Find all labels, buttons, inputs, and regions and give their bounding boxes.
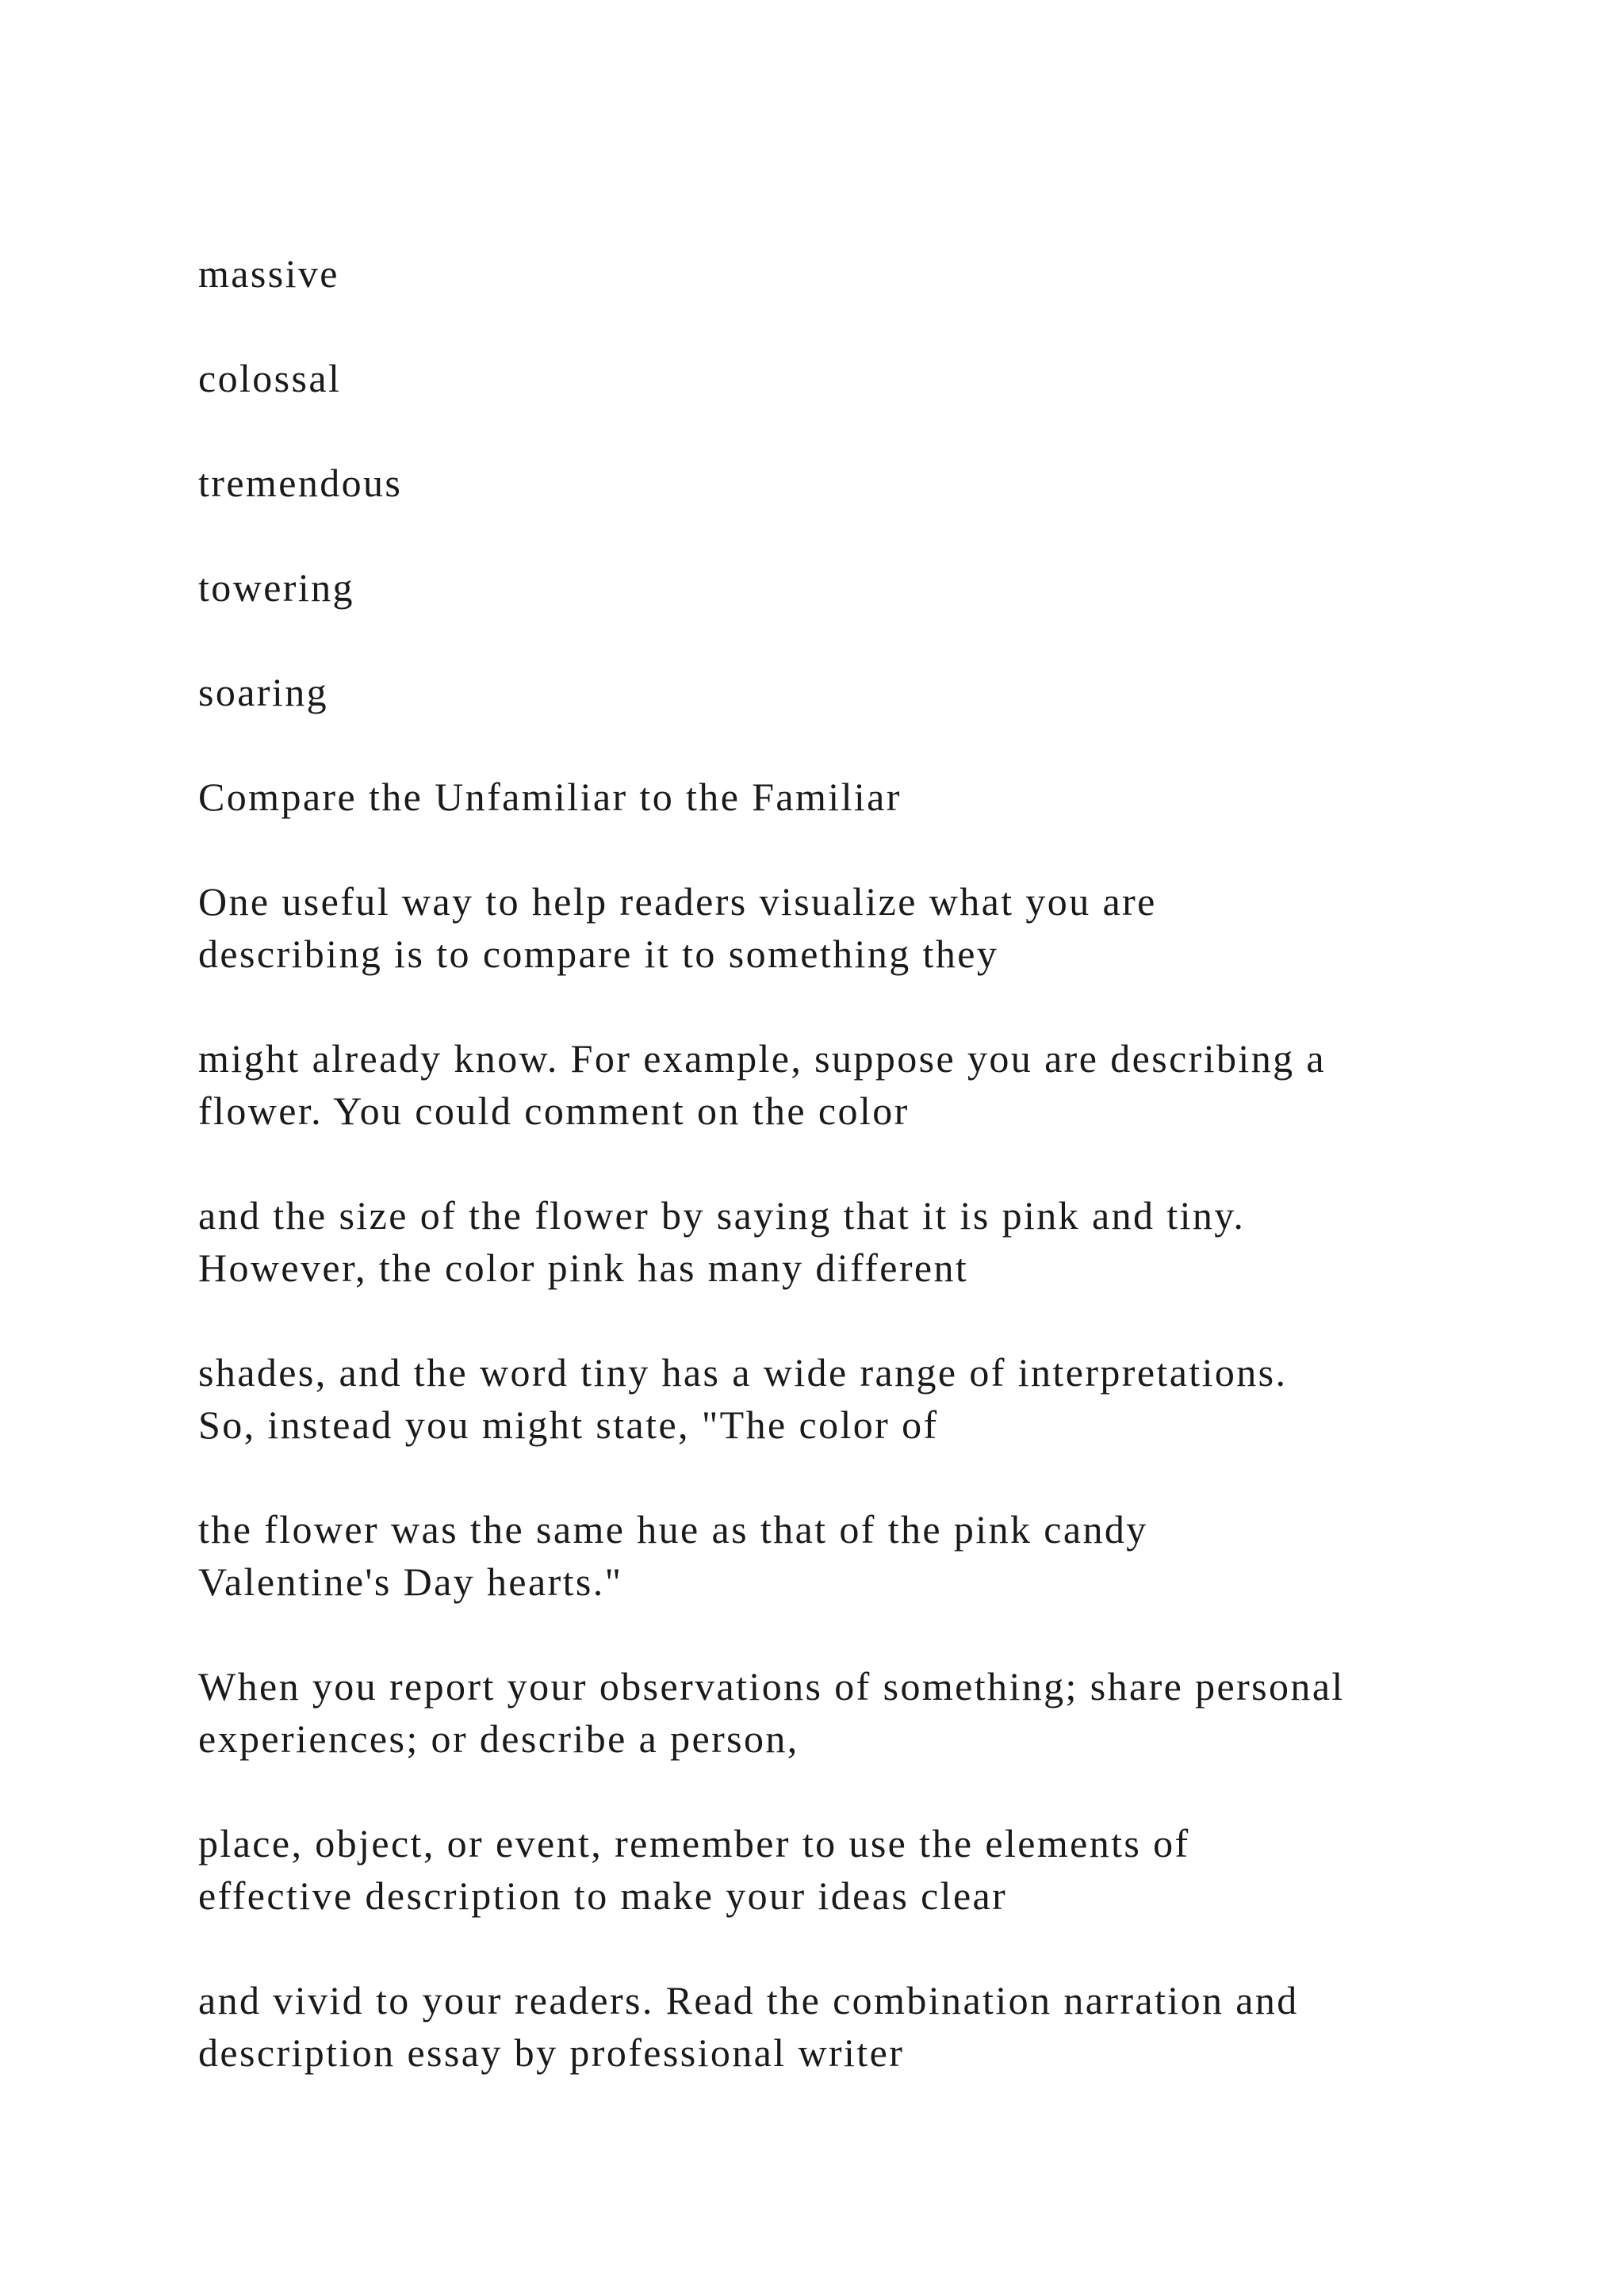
paragraph-line: However, the color pink has many different [198, 1246, 969, 1290]
paragraph-1 [198, 875, 1546, 980]
document-body [198, 247, 1546, 2131]
paragraph-line: describing is to compare it to something they [198, 932, 999, 976]
paragraph-line: shades, and the word tiny has a wide range of interpretations. [198, 1350, 1288, 1395]
paragraph-2 [198, 1032, 1546, 1137]
paragraph-line: effective description to make your ideas clear [198, 1873, 1008, 1918]
paragraph-line: experiences; or describe a person, [198, 1716, 799, 1761]
paragraph-line: the flower was the same hue as that of the pink candy [198, 1507, 1148, 1552]
paragraph-5 [198, 1503, 1546, 1608]
paragraph-line: One useful way to help readers visualize what you are [198, 879, 1157, 924]
paragraph-line: flower. You could comment on the color [198, 1089, 910, 1133]
paragraph-line: might already know. For example, suppose you are describing a [198, 1036, 1326, 1081]
word-towering: towering [198, 565, 354, 610]
paragraph-line: place, object, or event, remember to use the elements of [198, 1821, 1190, 1866]
paragraph-6 [198, 1660, 1546, 1765]
paragraph-line: When you report your observations of something; share personal [198, 1664, 1345, 1709]
paragraph-8 [198, 1974, 1546, 2079]
paragraph-7 [198, 1817, 1546, 1922]
paragraph-line: and vivid to your readers. Read the combination narration and [198, 1978, 1299, 2022]
word-tremendous: tremendous [198, 461, 403, 505]
paragraph-line: Valentine's Day hearts." [198, 1559, 623, 1604]
word-soaring: soaring [198, 670, 328, 714]
paragraph-line: So, instead you might state, "The color of [198, 1402, 939, 1447]
word-colossal: colossal [198, 356, 342, 400]
section-heading: Compare the Unfamiliar to the Familiar [198, 775, 902, 819]
word-massive: massive [198, 251, 339, 296]
paragraph-line: description essay by professional writer [198, 2030, 905, 2075]
paragraph-3 [198, 1189, 1546, 1294]
paragraph-line: and the size of the flower by saying that it is pink and tiny. [198, 1193, 1246, 1238]
paragraph-4 [198, 1346, 1546, 1451]
